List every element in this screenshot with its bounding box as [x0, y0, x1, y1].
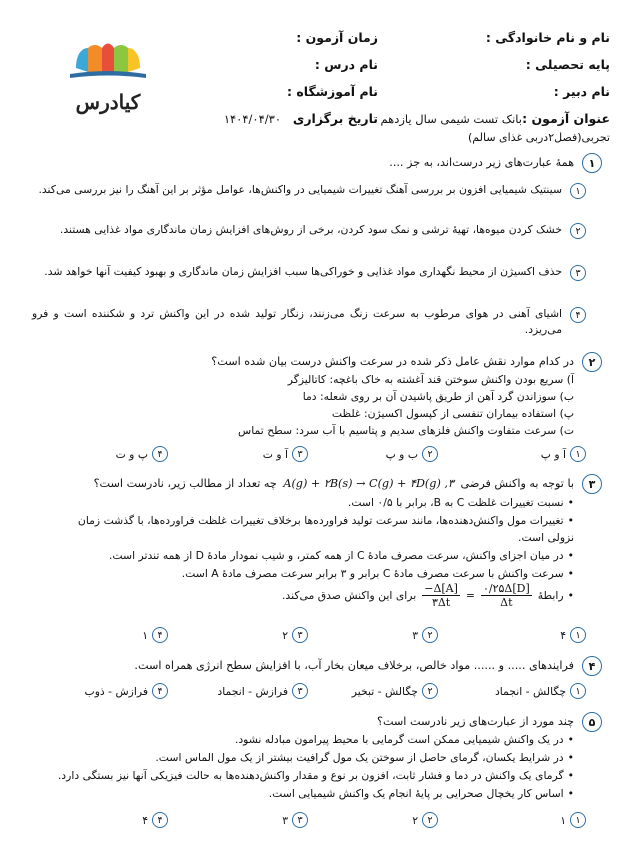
grade-label: پایه تحصیلی :	[525, 57, 610, 72]
question-1-stem: همهٔ عبارت‌های زیر درست‌اند، به جز ....	[389, 156, 574, 169]
q3-choice-1-number[interactable]: ۱	[570, 627, 586, 643]
q1-option-2-number[interactable]: ۲	[570, 223, 586, 239]
q3-choice-4[interactable]	[142, 627, 168, 643]
q3-relation-left-num: ۰/۲۵Δ[D]	[482, 582, 530, 595]
q3-bullet-4: • سرعت واکنش با سرعت مصرف مادهٔ C برابر و ۳ برابر سرعت مصرف مادهٔ A است.	[182, 567, 574, 580]
question-number-2: ۲	[582, 352, 602, 372]
q5-choice-1[interactable]	[560, 812, 586, 828]
q3-relation-right-den: ۳Δt	[431, 596, 451, 609]
q4-choice-3-text[interactable]: فرازش - انجماد	[217, 684, 288, 698]
q5-choice-4[interactable]	[142, 812, 168, 828]
q4-choice-3[interactable]	[217, 683, 308, 699]
q2-choice-4-text[interactable]: پ و ت	[115, 447, 148, 461]
q3-bullet-2: • تغییرات مول واکنش‌دهنده‌ها، مانند سرعت تولید فراورده‌ها برخلاف تغییرات غلظت فراورده‌ها، با گذشت زمان	[78, 514, 574, 527]
q3-choice-2[interactable]	[412, 627, 438, 643]
q4-choice-2-text[interactable]: چگالش - تبخیر	[351, 684, 418, 698]
q2-choice-3[interactable]	[263, 446, 308, 462]
q3-bullet-1: • نسبت تغییرات غلظت C به B، برابر با ۰/۵ است.	[348, 496, 574, 509]
q2-choice-1-text[interactable]: آ و پ	[540, 447, 566, 461]
q2-choice-4-number[interactable]: ۴	[152, 446, 168, 462]
q3-choice-3[interactable]	[282, 627, 308, 643]
q1-option-1-text[interactable]: سینتیک شیمیایی افزون بر بررسی آهنگ تغییرات شیمیایی در واکنش‌ها، عوامل مؤثر بر این آهنگ را نیز بررسی می‌کند.	[38, 183, 562, 196]
q3-relation-left	[481, 582, 532, 609]
q3-choice-3-text[interactable]: ۲	[282, 628, 288, 642]
q2-choice-3-text[interactable]: آ و ت	[262, 447, 288, 461]
q5-bullet-1: • در یک واکنش شیمیایی ممکن است گرمایی با محیط پیرامون مبادله نشود.	[235, 733, 574, 746]
q4-choice-1[interactable]	[495, 683, 586, 699]
q5-choice-2[interactable]	[412, 812, 438, 828]
q2-choice-3-number[interactable]: ۳	[292, 446, 308, 462]
logo-text: کیادرس	[75, 90, 141, 114]
q3-bullet-2-cont: نزولی است.	[518, 531, 574, 544]
q5-choice-3-number[interactable]: ۳	[292, 812, 308, 828]
question-3-stem	[94, 477, 574, 490]
question-2-stem: در کدام موارد نقش عامل ذکر شده در سرعت واکنش درست بیان شده است؟	[211, 355, 574, 368]
q3-relation-label: • رابطهٔ	[538, 589, 574, 602]
exam-title-label: عنوان آزمون :	[522, 111, 610, 126]
student-name-label: نام و نام خانوادگی :	[485, 30, 610, 45]
q1-option-3-number[interactable]: ۳	[570, 265, 586, 281]
q4-choice-2[interactable]	[352, 683, 438, 699]
q4-choice-4-text[interactable]: فرازش - ذوب	[84, 684, 148, 698]
q3-relation-suffix: برای این واکنش صدق می‌کند.	[282, 589, 417, 602]
q3-choice-2-number[interactable]: ۲	[422, 627, 438, 643]
equals-sign: =	[465, 589, 475, 602]
question-4-stem: فرایندهای ..... و ...... مواد خالص، برخلاف میعان بخار آب، با افزایش سطح انرژی همراه است.	[134, 659, 574, 672]
q5-bullet-4: • اساس کار یخچال صحرایی بر پایهٔ انجام یک واکنش شیمیایی است.	[269, 787, 574, 800]
q3-stem-pre: با توجه به واکنش فرضی	[460, 477, 574, 490]
q4-choice-4[interactable]	[85, 683, 168, 699]
q3-choice-4-number[interactable]: ۴	[152, 627, 168, 643]
q2-choice-1[interactable]	[541, 446, 586, 462]
q2-item-a: آ) سریع بودن واکنش سوختن قند آغشته به خاک باغچه: کاتالیزگر	[287, 373, 574, 386]
lesson-label: نام درس :	[314, 57, 378, 72]
question-number-5: ۵	[582, 712, 602, 732]
q4-choice-3-number[interactable]: ۳	[292, 683, 308, 699]
q1-option-3-text[interactable]: حذف اکسیژن از محیط نگهداری مواد غذایی و خوراکی‌ها سبب افزایش زمان ماندگاری و بهبود کیفیت آنها خواهد شد.	[44, 265, 562, 278]
q5-choice-4-text[interactable]: ۴	[142, 813, 148, 827]
q5-choice-3-text[interactable]: ۳	[282, 813, 288, 827]
q2-choice-2-number[interactable]: ۲	[422, 446, 438, 462]
q2-item-p: پ) استفاده بیماران تنفسی از کپسول اکسیژن: غلظت	[331, 407, 574, 420]
exam-time-label: زمان آزمون :	[296, 30, 378, 45]
q3-relation	[282, 582, 574, 609]
book-logo-icon	[62, 40, 154, 90]
q3-relation-right-num: −Δ[A]	[424, 582, 458, 595]
question-number-4: ۴	[582, 656, 602, 676]
q3-reaction: A(g) + ۲B(s) → C(g) + ۴D(g) ,۳	[283, 477, 454, 490]
date-value: ۱۴۰۴/۰۴/۳۰	[223, 112, 281, 126]
exam-title-value: بانک تست شیمی سال یازدهم	[380, 112, 522, 126]
q1-option-4-text[interactable]: اشیای آهنی در هوای مرطوب به سرعت زنگ می‌زنند، زنگار تولید شده در این واکنش ترد و شکننده است و فرو می‌ریزد.	[32, 307, 562, 336]
q4-choice-1-text[interactable]: چگالش - انجماد	[494, 684, 566, 698]
q3-choice-3-number[interactable]: ۳	[292, 627, 308, 643]
q4-choice-1-number[interactable]: ۱	[570, 683, 586, 699]
school-label: نام آموزشگاه :	[287, 84, 378, 99]
q5-choice-3[interactable]	[282, 812, 308, 828]
q3-stem-post: چه تعداد از مطالب زیر، نادرست است؟	[93, 477, 277, 490]
q5-bullet-3: • گرمای یک واکنش در دما و فشار ثابت، افزون بر نوع و مقدار واکنش‌دهنده‌ها به حالت فیزیکی آنها نیز بستگی دارد.	[58, 769, 574, 782]
q2-choice-2-text[interactable]: ب و پ	[385, 447, 418, 461]
q5-choice-2-text[interactable]: ۲	[412, 813, 418, 827]
q5-choice-1-number[interactable]: ۱	[570, 812, 586, 828]
q5-choice-2-number[interactable]: ۲	[422, 812, 438, 828]
q2-item-b: ب) سوزاندن گرد آهن از طریق پاشیدن آن بر روی شعله: دما	[302, 390, 574, 403]
q2-choice-1-number[interactable]: ۱	[570, 446, 586, 462]
q5-choice-1-text[interactable]: ۱	[560, 813, 566, 827]
q3-choice-1[interactable]	[560, 627, 586, 643]
teacher-label: نام دبیر :	[553, 84, 610, 99]
question-5-stem: چند مورد از عبارت‌های زیر نادرست است؟	[377, 715, 574, 728]
q2-choice-4[interactable]	[116, 446, 168, 462]
q3-choice-1-text[interactable]: ۴	[560, 628, 566, 642]
q3-relation-left-den: Δt	[500, 596, 513, 609]
q1-option-2-text[interactable]: خشک کردن میوه‌ها، تهیهٔ ترشی و نمک سود کردن، برخی از روش‌های افزایش زمان ماندگاری مواد غذایی هستند.	[59, 223, 562, 236]
q3-relation-right	[422, 582, 460, 609]
q4-choice-4-number[interactable]: ۴	[152, 683, 168, 699]
logo	[62, 40, 154, 120]
exam-title-line2: تجربی(فصل۲دربی غذای سالم)	[468, 131, 610, 144]
q3-choice-4-text[interactable]: ۱	[142, 628, 148, 642]
question-number-3: ۳	[582, 474, 602, 494]
q3-bullet-3: • در میان اجزای واکنش، سرعت مصرف مادهٔ C از همه کمتر، و شیب نمودار مادهٔ D از همه تندتر است.	[109, 549, 574, 562]
q2-choice-2[interactable]	[386, 446, 438, 462]
question-number-1: ۱	[582, 153, 602, 173]
date-label: تاریخ برگزاری	[292, 111, 378, 126]
q1-option-4-number[interactable]: ۴	[570, 307, 586, 323]
q5-bullet-2: • در شرایط یکسان، گرمای حاصل از سوختن یک مول گرافیت بیشتر از یک مول الماس است.	[155, 751, 574, 764]
q1-option-1-number[interactable]: ۱	[570, 183, 586, 199]
q4-choice-2-number[interactable]: ۲	[422, 683, 438, 699]
q2-item-t: ت) سرعت متفاوت واکنش فلزهای سدیم و پتاسیم با آب سرد: سطح تماس	[238, 424, 574, 437]
q3-choice-2-text[interactable]: ۳	[412, 628, 418, 642]
q5-choice-4-number[interactable]: ۴	[152, 812, 168, 828]
